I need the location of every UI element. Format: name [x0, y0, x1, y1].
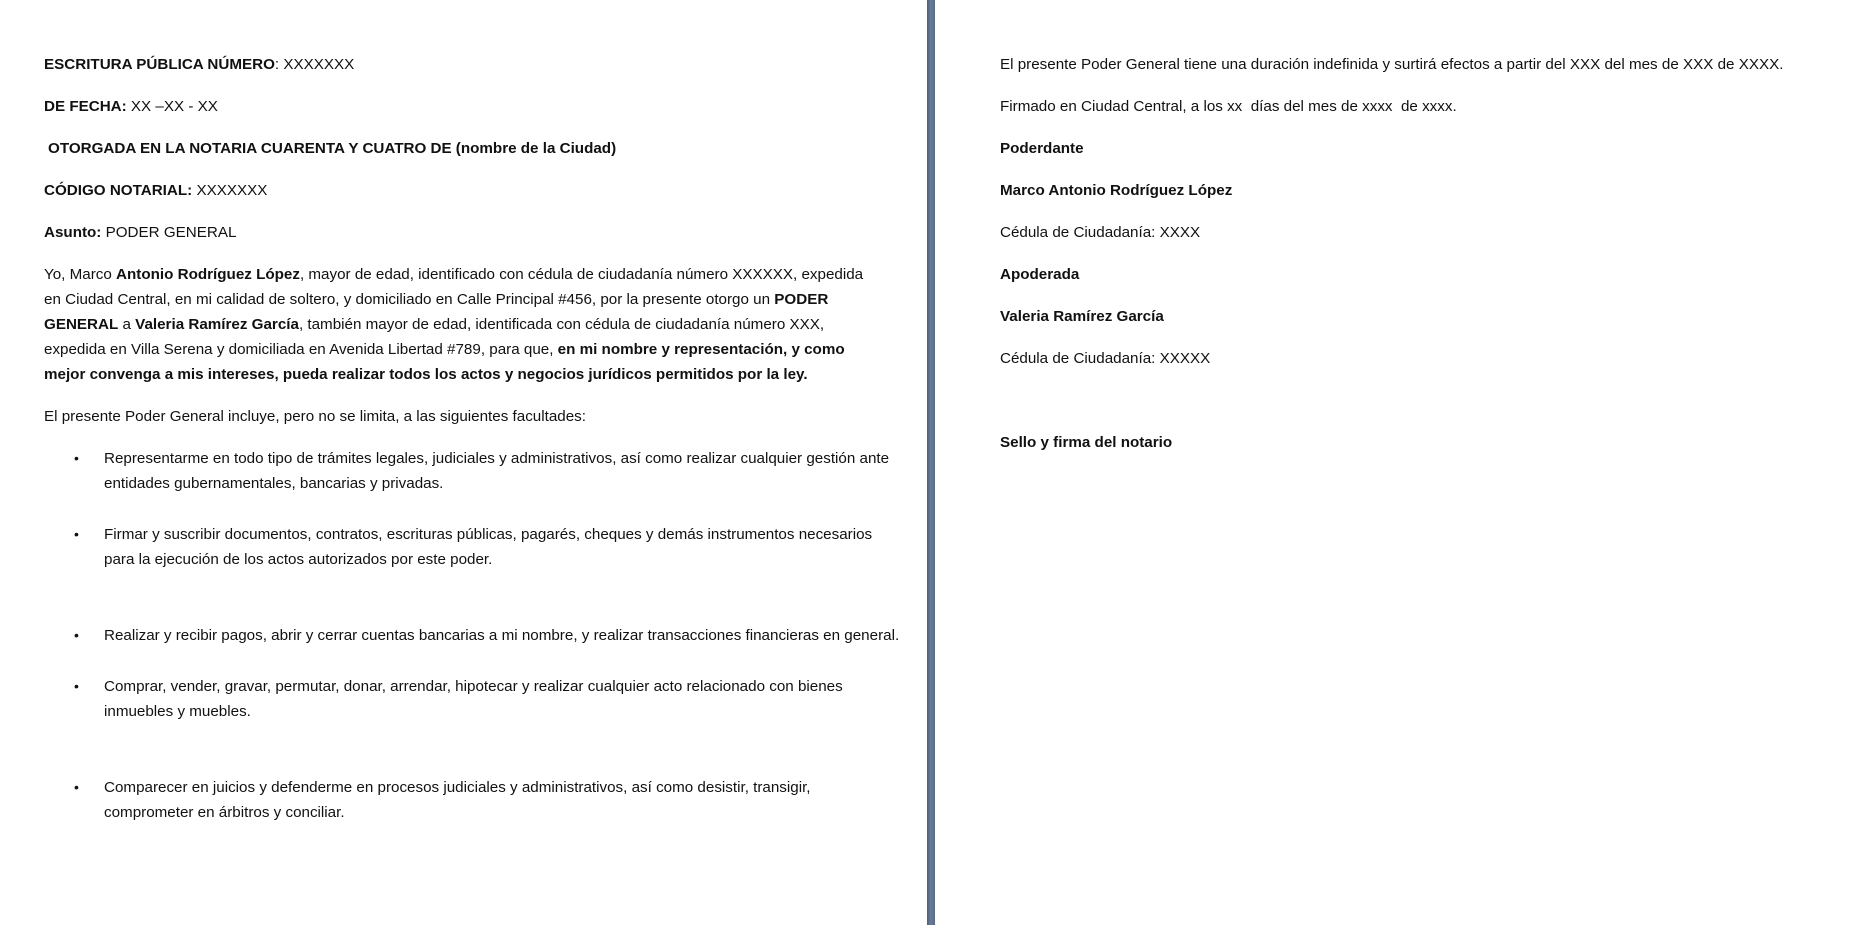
fecha-line — [44, 94, 927, 119]
asunto-value: PODER GENERAL — [101, 224, 237, 241]
poderdante-label — [1000, 136, 1800, 161]
apoderada-label — [1000, 262, 1800, 287]
intro-text-4: , también mayor de edad, identificada con cédula de ciudadanía número XXX, expedida en Villa Serena y domiciliada en Avenida Libertad #789, para que, — [44, 316, 825, 358]
facultad-item — [44, 446, 904, 496]
facultad-text: Realizar y recibir pagos, abrir y cerrar cuentas bancarias a mi nombre, y realizar transacciones financieras en general. — [104, 627, 900, 644]
facultad-item — [44, 775, 904, 825]
apoderada-name-bold: Valeria Ramírez García — [135, 316, 299, 333]
facultad-item — [44, 522, 904, 572]
intro-text-2: , mayor de edad, identificado con cédula de ciudadanía número XXXXXX, expedida en Ciudad Central, en mi calidad de soltero, y domiciliado en Calle Principal #456, por la presente otorgo un — [44, 266, 864, 308]
facultad-text: Firmar y suscribir documentos, contratos, escrituras públicas, pagarés, cheques y demás instrumentos necesarios para la ejecución de los actos autorizados por este poder. — [104, 526, 873, 568]
escritura-numero-label: ESCRITURA PÚBLICA NÚMERO — [44, 56, 275, 73]
escritura-numero-line — [44, 52, 927, 77]
representation-clause-bold: en mi nombre y representación, y como mejor convenga a mis intereses, pueda realizar todos los actos y negocios jurídicos permitidos por la ley. — [44, 341, 845, 383]
facultad-text: Comprar, vender, gravar, permutar, donar, arrendar, hipotecar y realizar cualquier acto relacionado con bienes inmuebles y muebles. — [104, 678, 843, 720]
poderdante-name-bold: Antonio Rodríguez López — [116, 266, 300, 283]
signed-paragraph: Firmado en Ciudad Central, a los xx días del mes de xxxx de xxxx. — [1000, 98, 1457, 115]
bullet-icon: • — [74, 526, 79, 542]
codigo-notarial-label: CÓDIGO NOTARIAL: — [44, 182, 193, 199]
bullet-icon: • — [74, 779, 79, 795]
page-divider — [927, 0, 935, 925]
intro-paragraph — [44, 262, 874, 387]
notary-seal-line — [1000, 430, 1800, 455]
codigo-notarial-line — [44, 178, 927, 203]
apoderada-label-text: Apoderada — [1000, 266, 1080, 283]
facultades-intro: El presente Poder General incluye, pero no se limita, a las siguientes facultades: — [44, 408, 586, 425]
bullet-icon: • — [74, 450, 79, 466]
facultad-text: Representarme en todo tipo de trámites legales, judiciales y administrativos, así como realizar cualquier gestión ante entidades gubernamentales, bancarias y privadas. — [104, 450, 890, 492]
poderdante-name — [1000, 178, 1800, 203]
otorgada-label: OTORGADA EN LA NOTARIA CUARENTA Y CUATRO DE (nombre de la Ciudad) — [48, 140, 617, 157]
fecha-label: DE FECHA: — [44, 98, 127, 115]
fecha-value: XX –XX - XX — [126, 98, 218, 115]
intro-text-1: Yo, Marco — [44, 266, 117, 283]
otorgada-line — [44, 136, 927, 161]
apoderada-name-text: Valeria Ramírez García — [1000, 308, 1164, 325]
poderdante-label-text: Poderdante — [1000, 140, 1084, 157]
codigo-notarial-value: XXXXXXX — [192, 182, 268, 199]
asunto-label: Asunto: — [44, 224, 102, 241]
facultad-item — [44, 674, 904, 724]
escritura-numero-value: : XXXXXXX — [274, 56, 355, 73]
apoderada-name — [1000, 304, 1800, 329]
facultad-text: Comparecer en juicios y defenderme en procesos judiciales y administrativos, así como desistir, transigir, comprometer en árbitros y conciliar. — [104, 779, 811, 821]
bullet-icon: • — [74, 678, 79, 694]
intro-text-3: a — [118, 316, 136, 333]
asunto-line — [44, 220, 927, 245]
poderdante-id: Cédula de Ciudadanía: XXXX — [1000, 224, 1201, 241]
duration-paragraph: El presente Poder General tiene una duración indefinida y surtirá efectos a partir del XXX del mes de XXX de XXXX. — [1000, 56, 1784, 73]
bullet-icon: • — [74, 627, 79, 643]
notary-seal-text: Sello y firma del notario — [1000, 434, 1173, 451]
facultad-item — [44, 623, 904, 648]
apoderada-id: Cédula de Ciudadanía: XXXXX — [1000, 350, 1211, 367]
facultades-list — [44, 446, 927, 825]
document-page-right[interactable] — [935, 0, 1869, 925]
poder-general-bold: PODER GENERAL — [44, 291, 829, 333]
document-page-left[interactable] — [0, 0, 927, 925]
poderdante-name-text: Marco Antonio Rodríguez López — [1000, 182, 1233, 199]
